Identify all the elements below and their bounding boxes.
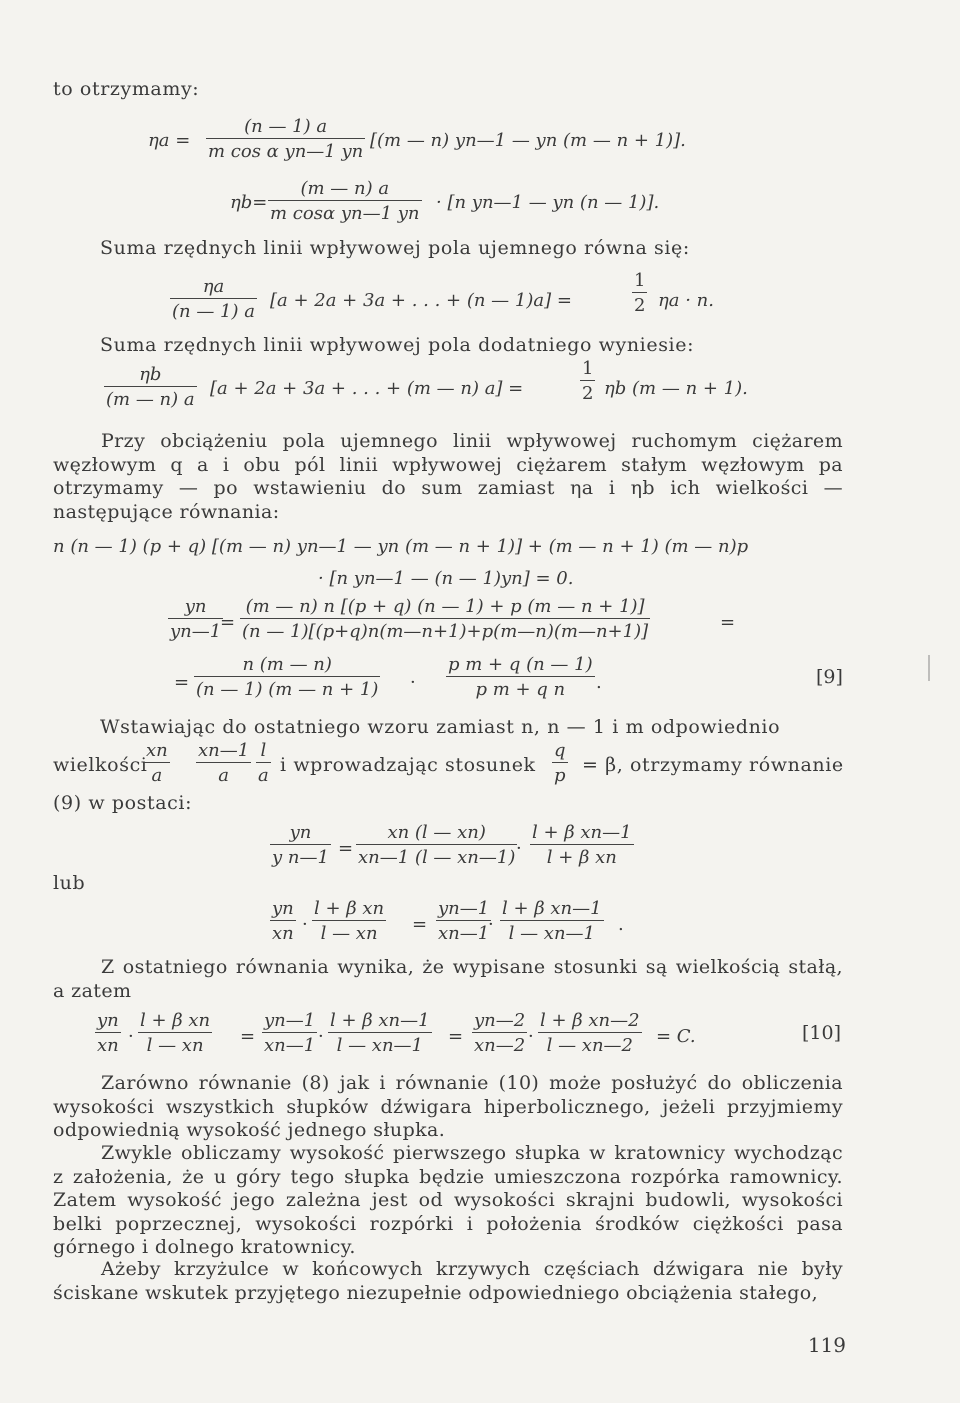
equation-main-line-1: n (n — 1) (p + q) [(m — n) yn—1 — yn (m — n + 1)] + (m — n + 1) (m — n)p (53, 536, 749, 557)
numerator: ηb (139, 364, 162, 385)
fraction-2: $\frac{\text{p m + q (n — 1)}}{\text{p m + q n}}$ (448, 654, 593, 700)
eq-tail: ηb (m — n + 1). (604, 378, 748, 399)
denominator: (n — 1) a (170, 298, 257, 322)
numerator: 1 (582, 358, 594, 379)
sum-positive-text: Suma rzędnych linii wpływowej pola dodatniego wyniesie: (100, 334, 695, 356)
lub-text: lub (53, 872, 86, 894)
denominator: 2 (580, 380, 595, 404)
denominator: (m — n) a (104, 386, 197, 410)
sum-negative-text: Suma rzędnych linii wpływowej pola ujemnego równa się: (100, 237, 690, 259)
eq-lhs: ηa = (148, 130, 191, 151)
fraction-1: $\frac{n (m — n)}{(n — 1) (m — n + 1)}$ (196, 654, 379, 700)
eq-tail: ηa · n. (658, 290, 714, 311)
paragraph-final-2: Zwykle obliczamy wysokość pierwszego słupka w kratownicy wychodząc z założenia, że u góry tego słupka będzie umieszczona rozpórka ramownicy. Zatem wysokość jego zależna jest od wysokości skrajni budowli, wysokości belki poprzecznej, wysokości rozpórki i położenia środków ciężkości pasa górnego i dolnego kratownicy. (53, 1142, 843, 1258)
eq-rhs: [(m — n) yn—1 — yn (m — n + 1)]. (370, 130, 686, 151)
eq-lhs: ηb= (230, 192, 268, 213)
paragraph-load (53, 430, 843, 524)
fraction (170, 276, 257, 322)
fraction (268, 178, 422, 224)
numerator: (n — 1) a (244, 116, 328, 137)
numerator: 1 (634, 270, 646, 291)
equation-number: [9] (816, 666, 843, 688)
margin-mark (928, 655, 930, 681)
eq-rhs: · [n yn—1 — yn (n — 1)]. (436, 192, 660, 213)
equation-main-line-2: · [n yn—1 — (n — 1)yn] = 0. (318, 568, 574, 589)
paragraph-final-1: Zarówno równanie (8) jak i równanie (10) może posłużyć do obliczenia wysokości wszystkich słupków dźwigara hiperbolicznego, jeżeli przyjmiemy odpowiednią wysokość jednego słupka. (53, 1072, 843, 1141)
equation-number: [10] (802, 1022, 842, 1044)
half-fraction (580, 358, 595, 404)
fraction-lhs: $\frac{yn}{yn—1}$ (170, 596, 222, 642)
page-number: 119 (807, 1333, 846, 1357)
paragraph-final-3: Ażeby krzyżulce w końcowych krzywych częściach dźwigara nie były ściskane wskutek przyjętego niezupełnie odpowiedniego obciążenia stałego, (53, 1258, 843, 1304)
numerator: (m — n) a (300, 178, 390, 199)
half-fraction (632, 270, 647, 316)
paragraph-substitute: Wstawiając do ostatniego wzoru zamiast n, n — 1 i m odpowiednio (100, 716, 781, 738)
eq-mid: [a + 2a + 3a + . . . + (n — 1)a] = (270, 290, 572, 311)
paragraph-conclusion: Z ostatniego równania wynika, że wypisane stosunki są wielkością stałą, a zatem (53, 956, 843, 1002)
denominator: m cos α yn—1 yn (206, 138, 365, 162)
fraction-rhs: $\frac{(m — n) n [(p + q) (n — 1) + p (m — n + 1)]}{(n — 1)[(p+q)n(m—n+1)+p(m—n)(m—n+1)]}$ (242, 596, 649, 642)
intro-text: to otrzymamy: (53, 78, 200, 100)
numerator: ηa (202, 276, 225, 297)
eq-mid: [a + 2a + 3a + . . . + (m — n) a] = (210, 378, 524, 399)
denominator: 2 (632, 292, 647, 316)
paragraph-form: (9) w postaci: (53, 792, 193, 814)
paragraph-text: Przy obciążeniu pola ujemnego linii wpływowej ruchomym ciężarem węzłowym q a i obu pól linii wpływowej ciężarem stałym węzłowym pa otrzymamy — po wstawieniu do sum zamiast ηa i ηb ich wielkości — następujące równania: (53, 430, 843, 523)
book-page: to otrzymamy: ηa = $\frac{(n — 1) a}{\text{m cos α yn—1 yn}}$ [(m — n) yn—1 — yn (m — n + 1)]. ηb= $\frac{(m — n) a}{\text{m cosα yn—1 yn}}$ · [n yn—1 — yn (n — 1)]. Suma rzędnych linii wpływowej pola ujemnego równa się: $\frac{\eta a}{(n — 1) a}$ [a + 2a + 3a + . . . + (n — 1)a] = $\frac{1}{2}$ ηa · n. Suma rzędnych linii wpływowej pola dodatniego wyniesie: $\frac{\eta b}{(m — n) a}$ [a + 2a + 3a + . . . + (m — n) a] = $\frac{1}{2}$ ηb (m — n + 1). Przy obciążeniu pola ujemnego linii wpływowej ruchomym ciężarem węzłowym q a i obu pól linii wpływowej ciężarem stałym węzłowym pa otrzymamy — po wstawieniu do sum zamiast ηa i ηb ich wielkości — następujące równania: n (n — 1) (p + q) [(m — n) yn—1 — yn (m — n + 1)] + (m — n + 1) (m — n)p · [n yn—1 — (n — 1)yn] = 0. $\frac{yn}{yn—1}$ = $\frac{(m — n) n [(p + q) (n — 1) + p (m — n + 1)]}{(n — 1)[(p+q)n(m—n+1)+p(m—n)(m—n+1)]}$ = = $\frac{n (m — n)}{(n — 1) (m — n + 1)}$ · $\frac{\text{p m + q (n — 1)}}{\text{p m + q n}}$ . [9] Wstawiając do ostatniego wzoru zamiast n, n — 1 i m odpowiednio wielkości $\frac{xn}{a}$ $\frac{xn—1}{a}$ $\frac{l}{a}$ i wprowadzając stosunek $\frac{q}{p}$ = β, otrzymamy równanie (9) w postaci: $\frac{yn}{\text{y n—1}}$ = $\frac{xn (l — xn)}{xn—1 (l — xn—1)}$ · $\frac{\text{l + β xn—1}}{\text{l + β xn}}$ lub $\frac{yn}{xn}$ · $\frac{\text{l + β xn}}{l — xn}$ = $\frac{yn—1}{xn—1}$ · $\frac{\text{l + β xn—1}}{l — xn—1}$ . Z ostatniego równania wynika, że wypisane stosunki są wielkością stałą, a zatem $\frac{yn}{xn}$ · $\frac{\text{l + β xn}}{l — xn}$ = $\frac{yn—1}{xn—1}$ · $\frac{\text{l + β xn—1}}{l — xn—1}$ = $\frac{yn—2}{xn—2}$ · $\frac{\text{l + β xn—2}}{l — xn—2}$ = C. [10] Zarówno równanie (8) jak i równanie (10) może posłużyć do obliczenia wysokości wszystkich słupków dźwigara hiperbolicznego, jeżeli przyjmiemy odpowiednią wysokość jednego słupka. Zwykle obliczamy wysokość pierwszego słupka w kratownicy wychodząc z założenia, że u góry tego słupka będzie umieszczona rozpórka ramownicy. Zatem wysokość jego zależna jest od wysokości skrajni budowli, wysokości belki poprzecznej, wysokości rozpórki i położenia środków ciężkości pasa górnego i dolnego kratownicy. Ażeby krzyżulce w końcowych krzywych częściach dźwigara nie były ściskane wskutek przyjętego niezupełnie odpowiedniego obciążenia stałego, 119 (0, 0, 960, 1403)
fraction (206, 116, 365, 162)
fraction (104, 364, 197, 410)
denominator: m cosα yn—1 yn (268, 200, 422, 224)
